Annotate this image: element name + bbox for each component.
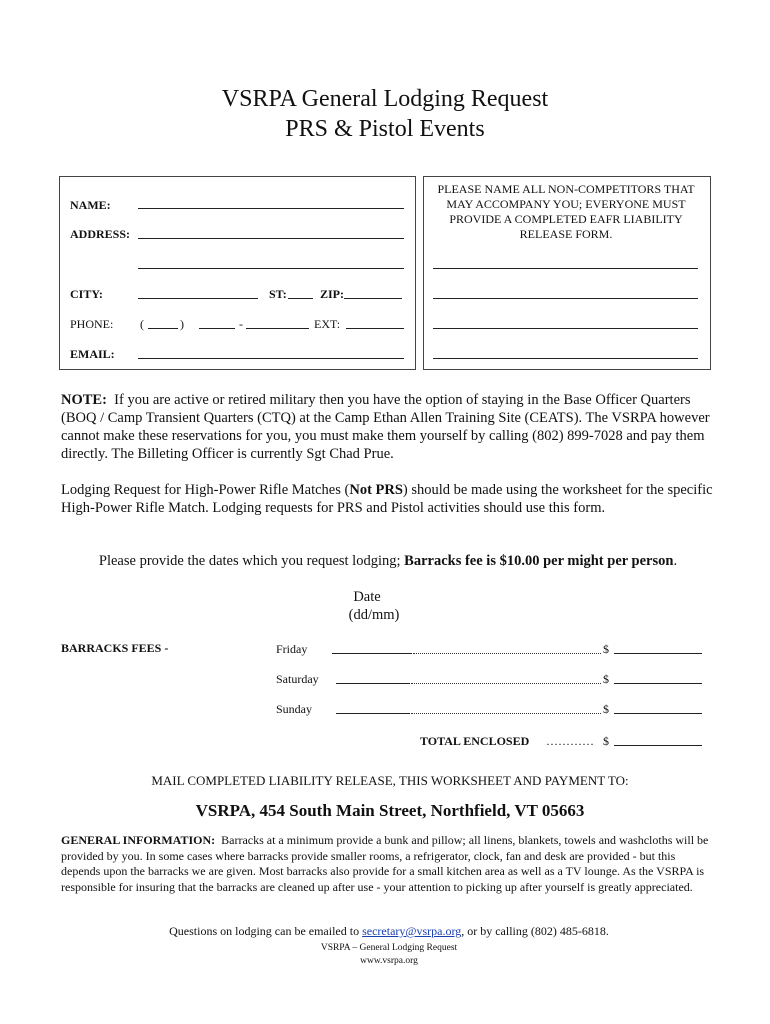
sunday-date-field[interactable] [336, 713, 410, 714]
dates-prompt-text: Please provide the dates which you request lodging; [98, 553, 405, 569]
note-text: If you are active or retired military then you have the option of staying in the Base Officer Quarters (BOQ / Camp Transient Quarters (CTQ) at the Camp Ethan Allen Training Site (CEATS). The VSRPA however cannot make these reservations for you, you must make them yourself by calling (802) 899-7028 and pay them directly. The Billeting Officer is currently Sgt Chad Prue. [61, 392, 710, 462]
non-competitor-field-2[interactable] [433, 298, 698, 299]
hpr-note-bold: Not PRS [349, 482, 403, 498]
page-subtitle: PRS & Pistol Events [285, 116, 485, 142]
saturday-date-field[interactable] [336, 683, 410, 684]
hpr-note-after: ) should be made using the worksheet for the specific High-Power Rifle Match. Lodging requests for PRS and Pistol activities should use this form. [61, 482, 713, 516]
note-label: NOTE: [61, 392, 107, 408]
sunday-amount-field[interactable] [614, 713, 702, 714]
ext-label: EXT: [314, 317, 341, 331]
address-field-line2[interactable] [138, 268, 404, 269]
footer-title: VSRPA – General Lodging Request [320, 943, 458, 953]
phone-open-paren: ( [140, 317, 144, 331]
contact-info-box [59, 176, 416, 370]
mail-address: VSRPA, 454 South Main Street, Northfield, VT 05663 [195, 801, 585, 820]
non-competitor-field-1[interactable] [433, 268, 698, 269]
city-field[interactable] [138, 298, 258, 299]
secretary-email-link[interactable]: secretary@vsrpa.org [362, 924, 462, 938]
st-label: ST: [269, 287, 287, 301]
zip-field[interactable] [344, 298, 402, 299]
name-field[interactable] [138, 208, 404, 209]
page-title: VSRPA General Lodging Request [221, 86, 549, 112]
total-dot-leader: ………… [546, 734, 594, 748]
phone-line-field[interactable] [246, 328, 309, 329]
total-currency: $ [603, 734, 609, 748]
non-competitors-instructions: PLEASE NAME ALL NON-COMPETITORS THAT MAY ACCOMPANY YOU; EVERYONE MUST PROVIDE A COMPLETED EAFR LIABILITY RELEASE FORM. [437, 182, 695, 241]
hpr-note-before: Lodging Request for High-Power Rifle Matches ( [61, 482, 350, 498]
dates-prompt [0, 552, 770, 570]
non-competitor-field-3[interactable] [433, 328, 698, 329]
name-label: NAME: [70, 198, 111, 212]
day-sunday: Sunday [276, 702, 312, 716]
date-header: Date [353, 589, 381, 605]
friday-date-field[interactable] [332, 653, 412, 654]
email-field[interactable] [138, 358, 404, 359]
friday-currency: $ [603, 642, 609, 656]
phone-area-code-field[interactable] [148, 328, 178, 329]
mail-instructions: MAIL COMPLETED LIABILITY RELEASE, THIS WORKSHEET AND PAYMENT TO: [151, 773, 629, 788]
friday-amount-field[interactable] [614, 653, 702, 654]
ext-field[interactable] [346, 328, 404, 329]
military-note [61, 391, 713, 463]
date-format-header: (dd/mm) [348, 607, 400, 623]
city-label: CITY: [70, 287, 103, 301]
st-field[interactable] [288, 298, 313, 299]
questions-after: , or by calling (802) 485-6818. [461, 924, 609, 938]
day-saturday: Saturday [276, 672, 319, 686]
non-competitor-field-4[interactable] [433, 358, 698, 359]
phone-dash: - [239, 317, 243, 331]
questions-line [0, 924, 770, 939]
day-friday: Friday [276, 642, 308, 656]
hpr-note [61, 481, 713, 517]
saturday-amount-field[interactable] [614, 683, 702, 684]
phone-close-paren: ) [180, 317, 184, 331]
dates-prompt-end: . [673, 553, 678, 569]
questions-before: Questions on lodging can be emailed to [169, 924, 363, 938]
total-enclosed-label: TOTAL ENCLOSED [420, 734, 530, 748]
general-info-text: Barracks at a minimum provide a bunk and pillow; all linens, blankets, towels and washcloths will be provided by you. In some cases where barracks provide smaller rooms, a refrigerator, clock, fan and desk are provided - but this depends upon the barracks we are given. Most barracks also provide for a small kitchen area as well as a TV lounge. As the VSRPA is responsible for insuring that the barracks are cleaned up after use - your attention to picking up after yourself is greatly appreciated. [61, 833, 709, 894]
email-label: EMAIL: [70, 347, 115, 361]
general-info-label: GENERAL INFORMATION: [61, 833, 216, 847]
barracks-fee-note: Barracks fee is $10.00 per might per person [404, 553, 674, 569]
barracks-fees-label: BARRACKS FEES - [61, 641, 169, 655]
address-field-line1[interactable] [138, 238, 404, 239]
sunday-currency: $ [603, 702, 609, 716]
footer-url: www.vsrpa.org [360, 956, 418, 966]
phone-prefix-field[interactable] [199, 328, 235, 329]
friday-dot-leader [413, 653, 601, 654]
saturday-currency: $ [603, 672, 609, 686]
phone-label: PHONE: [70, 317, 114, 331]
address-label: ADDRESS: [70, 227, 131, 241]
zip-label: ZIP: [320, 287, 344, 301]
total-amount-field[interactable] [614, 745, 702, 746]
sunday-dot-leader [411, 713, 601, 714]
general-information [61, 833, 713, 895]
saturday-dot-leader [411, 683, 601, 684]
